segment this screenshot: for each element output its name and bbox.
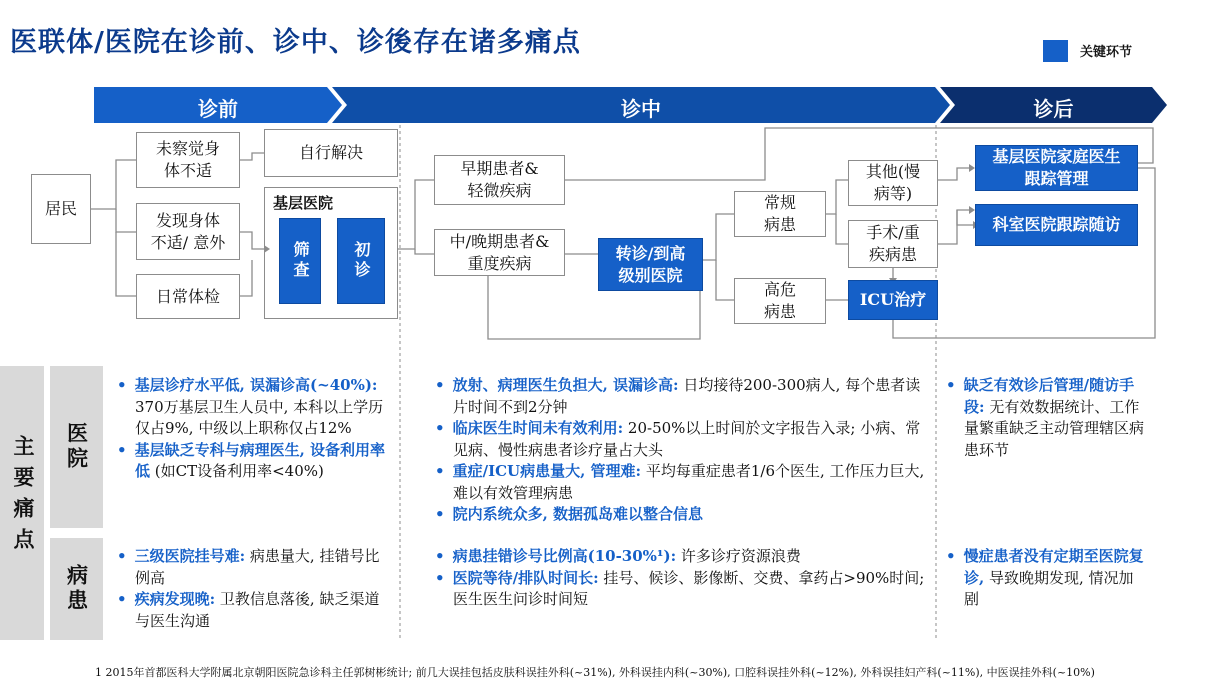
bullet-item (946, 375, 1146, 461)
bullet-item (435, 375, 930, 418)
bullet-heading: 临床医生时间未有效利用: (452, 419, 624, 437)
bullet-icon: • (435, 568, 445, 587)
bullet-icon: • (946, 547, 956, 565)
bullet-icon: • (117, 590, 127, 608)
category-patient: 病患 (50, 538, 103, 640)
category-hospital: 医院 (50, 366, 103, 528)
bullet-icon: • (435, 547, 445, 565)
bullet-heading: 疾病发现晚: (134, 590, 216, 608)
hospital-post-points (946, 375, 1146, 461)
bullet-icon: • (117, 440, 127, 459)
box-resident: 居民 (31, 174, 91, 244)
bullet-text: 370万基层卫生人员中, 本科以上学历仅占9%, 中级以上职称仅占12% (135, 397, 384, 437)
box-surgery: 手术/重 疾病患 (848, 220, 938, 268)
legend-label: 关键环节 (1080, 45, 1133, 60)
bullet-item (435, 418, 930, 461)
bullet-icon: • (435, 505, 445, 523)
bullet-text: 20-50%以上时间於文字报告入录; 小病、常见病、慢性病患者诊疗量占大头 (453, 419, 921, 459)
box-transfer: 转诊/到高 级别医院 (598, 238, 703, 291)
box-aware: 发现身体 不适/ 意外 (136, 203, 240, 260)
hospital-mid-points (435, 375, 930, 526)
grassroots-label: 基层医院 (273, 194, 334, 212)
box-early-patients: 早期患者& 轻微疾病 (434, 155, 565, 205)
bullet-heading: 基层诊疗水平低, 误漏诊高(~40%): (134, 376, 378, 394)
box-self-resolve: 自行解决 (264, 129, 398, 177)
bullet-text: 许多诊疗资源浪费 (676, 547, 801, 565)
bullet-text: 日均接待200-300病人, 每个患者读片时间不到2分钟 (453, 376, 921, 416)
box-other-chronic: 其他(慢 病等) (848, 160, 938, 206)
patient-post-points (946, 546, 1146, 611)
bullet-text: 挂号、候诊、影像断、交费、拿药占>90%时间; 医生医生问诊时间短 (453, 568, 925, 608)
box-initial-diagnosis: 初诊 (337, 218, 385, 304)
bullet-heading: 基层缺乏专科与病理医生, 设备利用率低 (134, 440, 386, 480)
bullet-icon: • (435, 462, 445, 480)
bullet-text: 卫教信息落後, 缺乏渠道与医生沟通 (135, 590, 380, 630)
patient-mid-points (435, 546, 930, 611)
bullet-item (117, 375, 392, 440)
box-regular-patients: 常规 病患 (734, 191, 826, 237)
patient-pre-points (117, 546, 392, 632)
box-late-patients: 中/晚期患者& 重度疾病 (434, 229, 565, 276)
box-highrisk-patients: 高危 病患 (734, 278, 826, 324)
bullet-heading: 放射、病理医生负担大, 误漏诊高: (452, 376, 679, 394)
bullet-item (435, 504, 930, 526)
bullet-heading: 医院等待/排队时间长: (452, 568, 599, 587)
bullet-item (117, 440, 392, 483)
phase-post: 诊后 (1033, 97, 1074, 121)
box-family-doctor: 基层医院家庭医生 跟踪管理 (975, 145, 1138, 191)
bullet-item (435, 546, 930, 568)
bullet-heading: 缺乏有效诊后管理/随访手段: (963, 376, 1135, 416)
phase-pre: 诊前 (198, 97, 238, 121)
bullet-text: 导致晚期发现, 情况加剧 (964, 568, 1134, 608)
bullet-item (946, 546, 1146, 611)
bullet-icon: • (117, 547, 127, 565)
bullet-icon: • (946, 376, 956, 394)
bullet-heading: 慢症患者没有定期至医院复诊, (963, 547, 1144, 587)
bullet-item (117, 546, 392, 589)
phase-mid: 诊中 (621, 97, 661, 121)
hospital-pre-points (117, 375, 392, 483)
bullet-icon: • (117, 376, 127, 394)
bullet-text: 病患量大, 挂错号比例高 (135, 547, 380, 587)
bullet-item (435, 461, 930, 504)
box-daily-checkup: 日常体检 (136, 274, 240, 319)
bullet-heading: 三级医院挂号难: (134, 547, 246, 565)
page-title: 医联体/医院在诊前、诊中、诊後存在诸多痛点 (10, 27, 581, 58)
bullet-item (117, 589, 392, 632)
bullet-heading: 院内系统众多, 数据孤岛难以整合信息 (452, 505, 704, 523)
bullet-heading: 重症/ICU病患量大, 管理难: (452, 462, 642, 480)
box-unaware: 未察觉身 体不适 (136, 132, 240, 188)
bullet-icon: • (435, 419, 445, 437)
pain-label: 主要痛点 (11, 435, 36, 559)
bullet-text: (如CT设备利用率<40%) (150, 462, 324, 480)
box-grassroots-hospital (264, 187, 398, 319)
bullet-text: 无有效数据统计、工作量繁重缺乏主动管理辖区病患环节 (964, 397, 1145, 459)
bullet-icon: • (435, 376, 445, 394)
bullet-item (435, 568, 930, 611)
box-screening: 筛查 (279, 218, 321, 304)
bullet-heading: 病患挂错诊号比例高(10-30%¹): (452, 547, 677, 565)
bullet-text: 平均每重症患者1/6个医生, 工作压力巨大, 难以有效管理病患 (453, 462, 925, 502)
box-dept-followup: 科室医院跟踪随访 (975, 204, 1138, 246)
footnote: 1 2015年首都医科大学附属北京朝阳医院急诊科主任郭树彬统计; 前几大误挂包括皮肤科误挂外科(~31%), 外科误挂内科(~30%), 口腔科误挂外科(~12%), 外科误挂妇产科(~11%), 中医误挂外科(~10%) (95, 666, 1095, 679)
box-icu: ICU治疗 (848, 280, 938, 320)
